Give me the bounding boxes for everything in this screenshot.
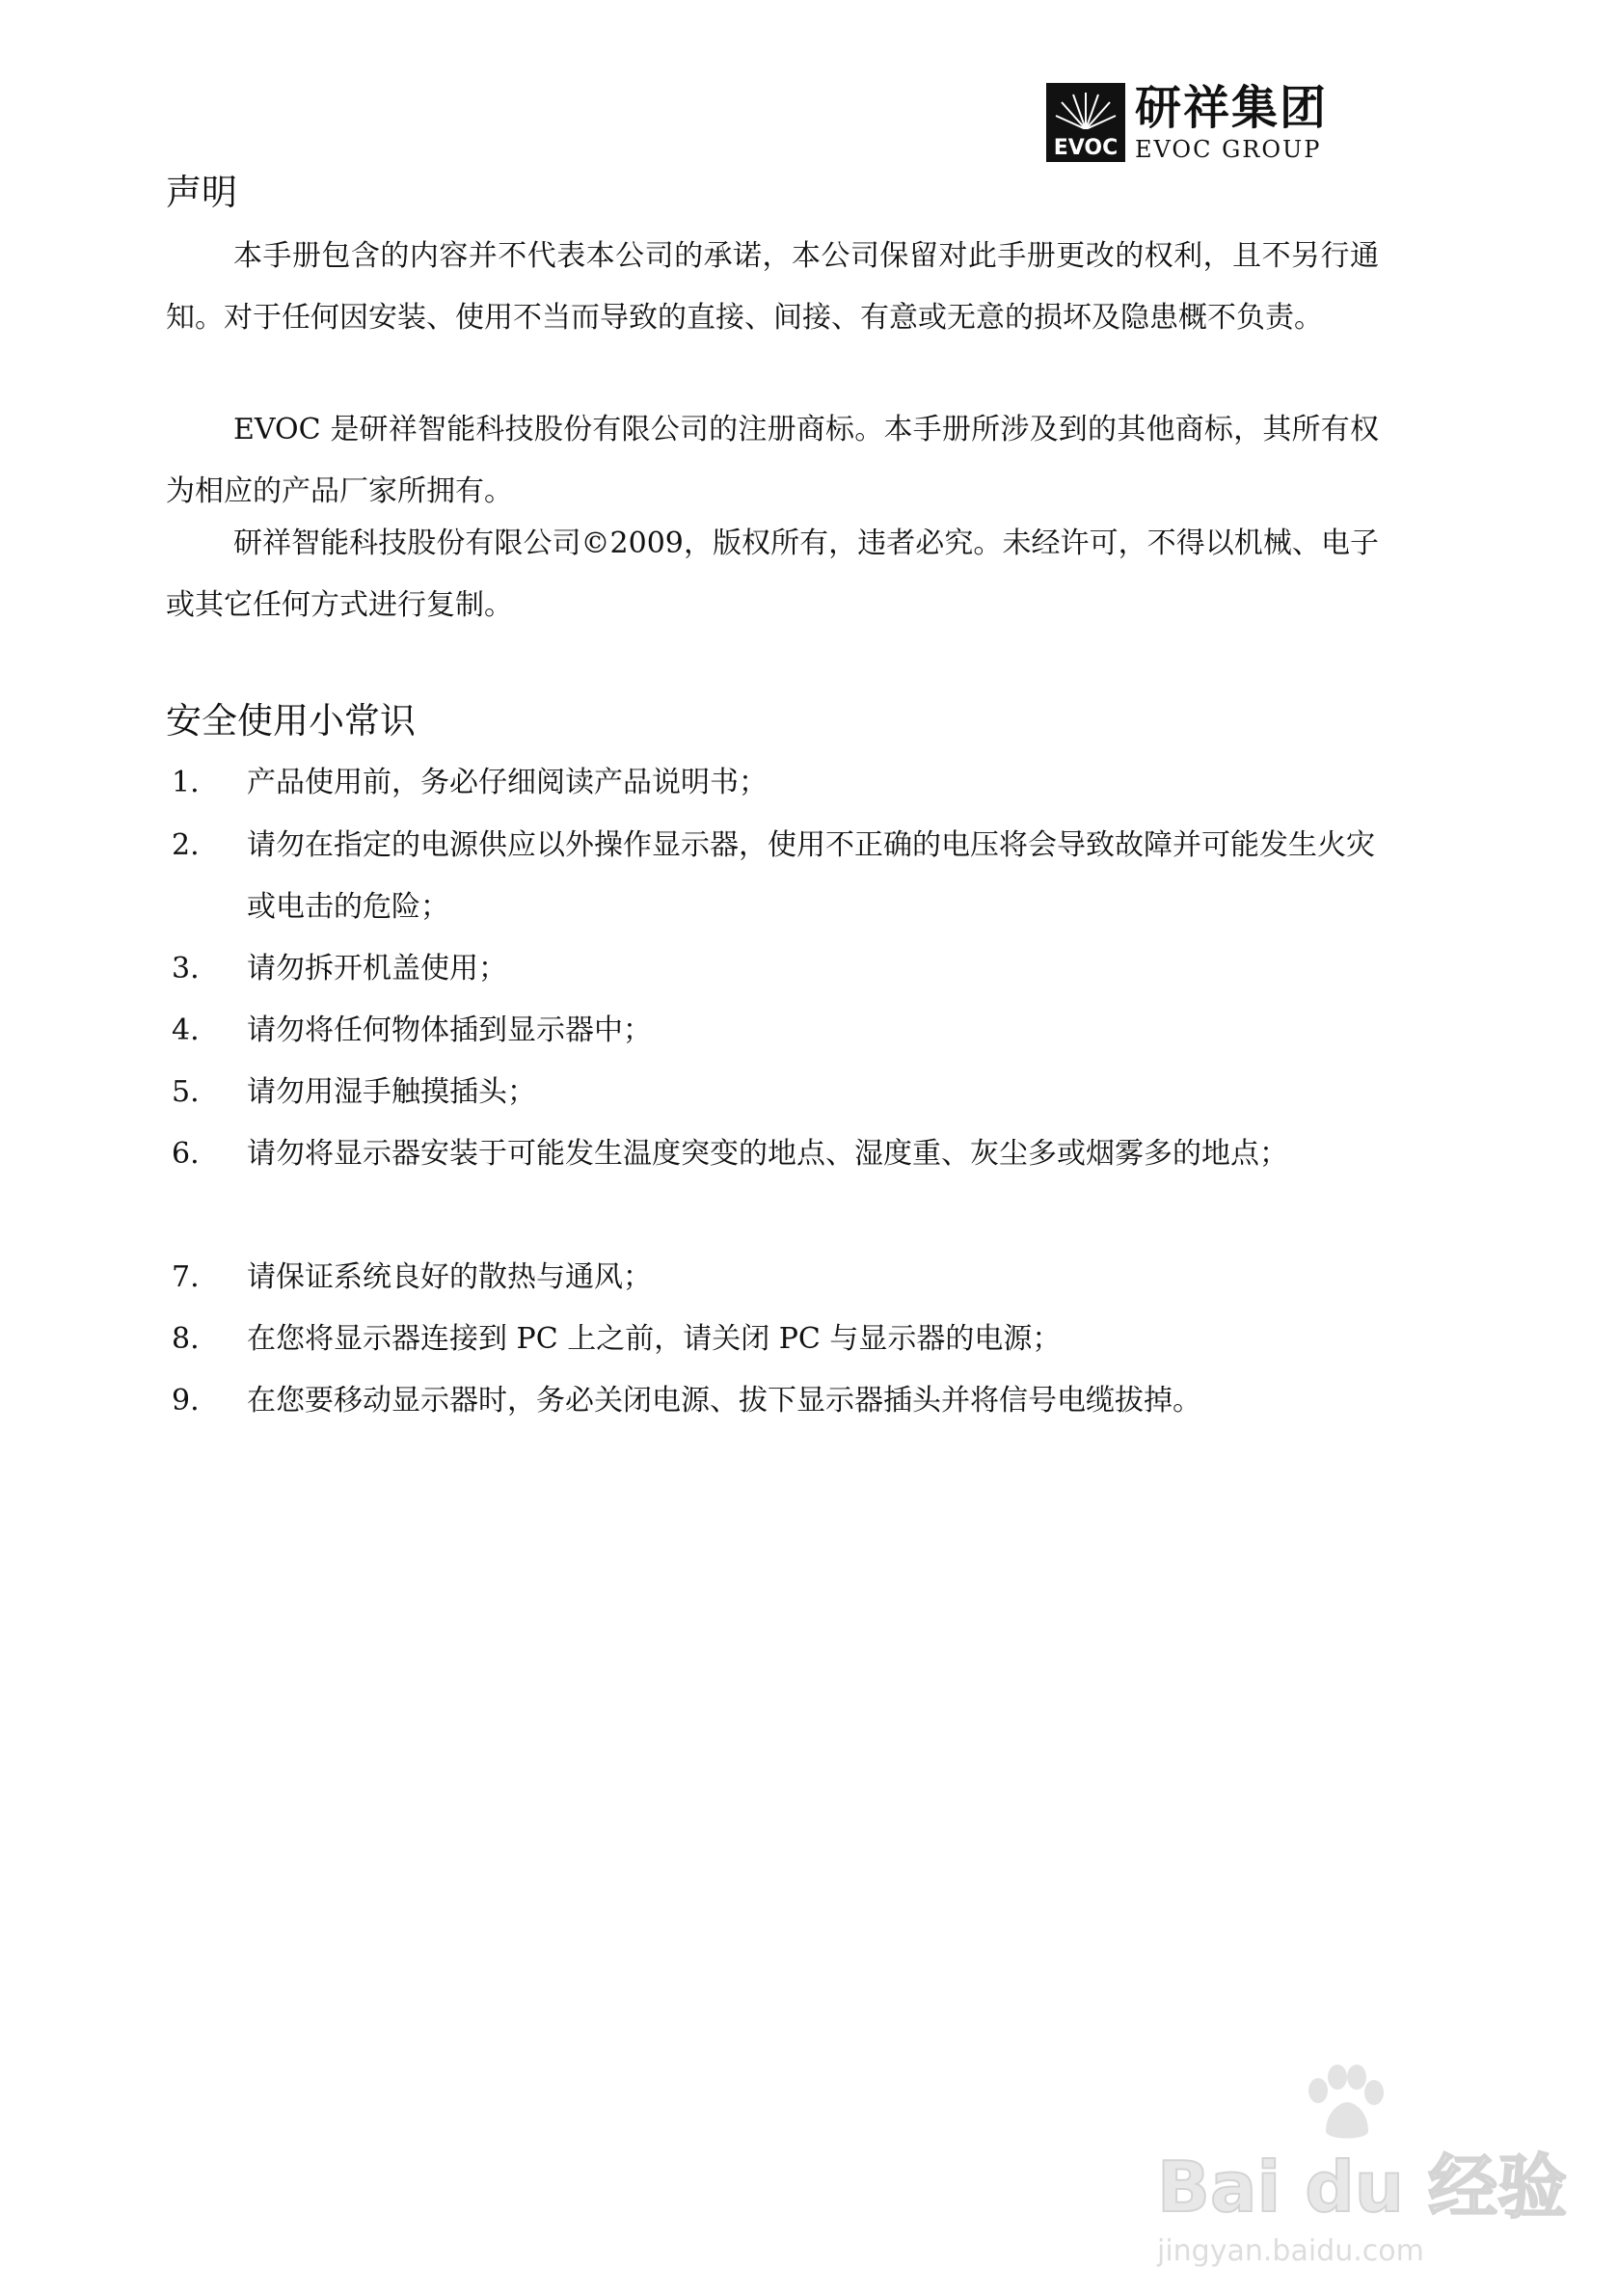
- logo-mark: [1046, 83, 1125, 162]
- sunburst-icon: [1054, 91, 1118, 129]
- list-text: 请勿在指定的电源供应以外操作显示器，使用不正确的电压将会导致故障并可能发生火灾或电击的危险；: [247, 828, 1375, 924]
- list-number: 8.: [172, 1322, 200, 1356]
- company-logo: [1046, 83, 1374, 162]
- list-number: 9.: [172, 1384, 200, 1418]
- list-text: 请勿拆开机盖使用；: [247, 952, 507, 986]
- statement-heading: 声明: [166, 172, 237, 213]
- list-number: 7.: [172, 1260, 200, 1294]
- list-number: 6.: [172, 1137, 200, 1171]
- list-number: 1.: [172, 766, 200, 799]
- statement-paragraph: 研祥智能科技股份有限公司©2009，版权所有，违者必究。未经许可，不得以机械、电子或其它任何方式进行复制。: [166, 527, 1379, 622]
- safety-heading: 安全使用小常识: [166, 700, 416, 742]
- list-number: 3.: [172, 952, 200, 986]
- watermark-brand: Bai du 经验: [1157, 2147, 1568, 2228]
- company-name-cn: 研祥集团: [1135, 81, 1329, 135]
- list-text: 请保证系统良好的散热与通风；: [247, 1260, 652, 1294]
- list-text: 在您要移动显示器时，务必关闭电源、拔下显示器插头并将信号电缆拔掉。: [247, 1384, 1201, 1418]
- paw-icon: [1297, 2064, 1393, 2141]
- list-text: 产品使用前，务必仔细阅读产品说明书；: [247, 766, 768, 799]
- list-text: 请勿将显示器安装于可能发生温度突变的地点、湿度重、灰尘多或烟雾多的地点；: [247, 1137, 1288, 1171]
- statement-paragraph: 本手册包含的内容并不代表本公司的承诺，本公司保留对此手册更改的权利，且不另行通知。对于任何因安装、使用不当而导致的直接、间接、有意或无意的损坏及隐患概不负责。: [166, 239, 1379, 335]
- baidu-watermark: [1143, 2064, 1568, 2271]
- list-number: 4.: [172, 1013, 200, 1047]
- logo-mark-text: EVOC: [1053, 136, 1119, 160]
- list-text: 在您将显示器连接到 PC 上之前，请关闭 PC 与显示器的电源；: [247, 1322, 1062, 1356]
- list-text: 请勿用湿手触摸插头；: [247, 1075, 536, 1109]
- list-number: 5.: [172, 1075, 200, 1109]
- company-name-en: EVOC GROUP: [1135, 136, 1322, 163]
- list-text: 请勿将任何物体插到显示器中；: [247, 1013, 652, 1047]
- watermark-url: jingyan.baidu.com: [1157, 2234, 1424, 2268]
- list-number: 2.: [172, 828, 200, 862]
- statement-paragraph: EVOC 是研祥智能科技股份有限公司的注册商标。本手册所涉及到的其他商标，其所有权为相应的产品厂家所拥有。: [166, 413, 1379, 508]
